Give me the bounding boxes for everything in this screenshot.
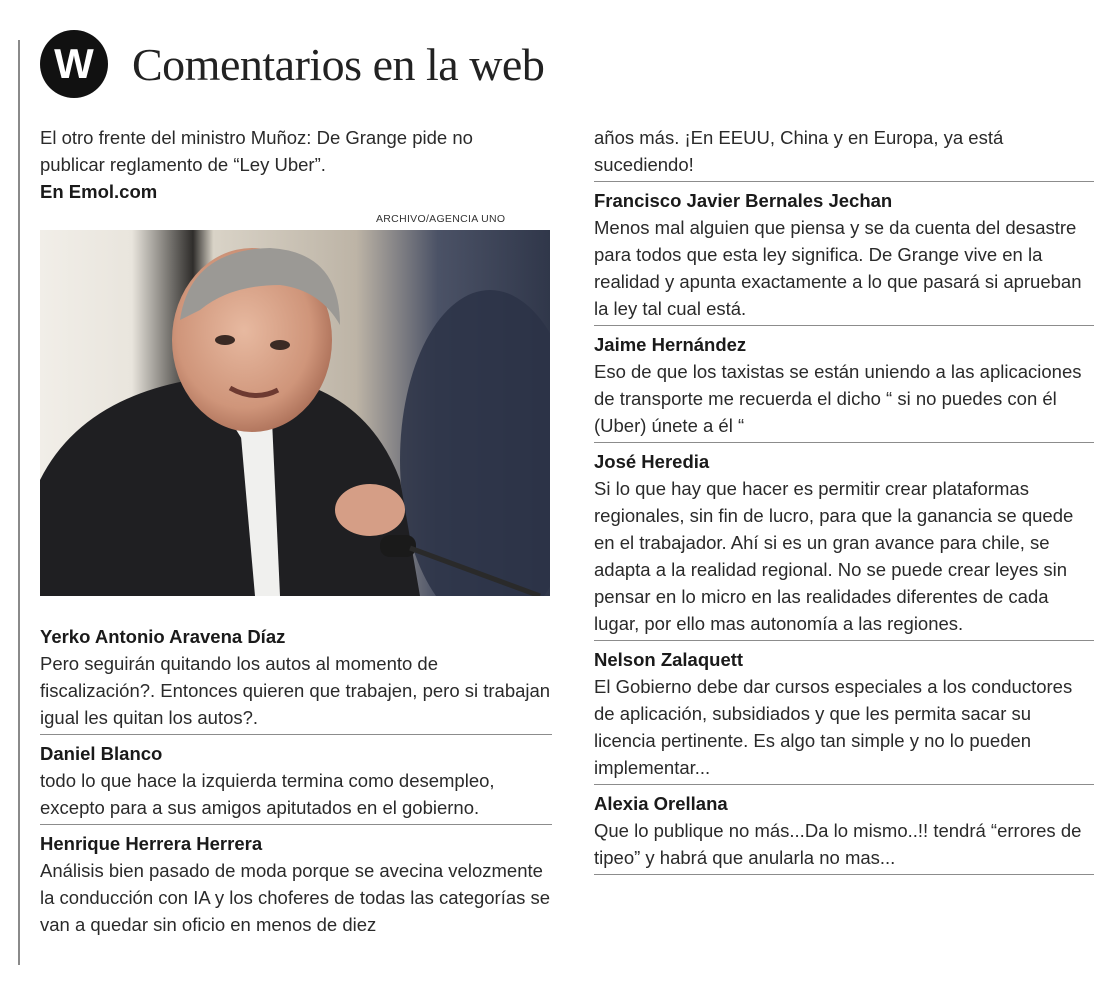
comment-author: Jaime Hernández — [594, 334, 747, 355]
comment-text: El Gobierno debe dar cursos especiales a los conductores de aplicación, subsidiados y que les permita sacar su licencia pertinente. Es algo tan simple y no lo pueden implementar... — [594, 676, 1073, 778]
web-logo-icon: W — [40, 30, 108, 98]
comment-author: Francisco Javier Bernales Jechan — [594, 190, 893, 211]
comment-text: Que lo publique no más...Da lo mismo..!! tendrá “errores de tipeo” y habrá que anularla no mas... — [594, 820, 1082, 868]
comment-text: Menos mal alguien que piensa y se da cuenta del desastre para todos que esta ley significa. De Grange vive en la realidad y apunta exactamente a lo que pasará si aprueban la ley tal cual está. — [594, 217, 1082, 319]
comment-text: Si lo que hay que hacer es permitir crear plataformas regionales, sin fin de lucro, para que la ganancia se quede en el trabajador. Ahí si es un gran avance para chile, se adapta a la realidad regional. No se puede crear leyes sin pensar en lo micro en las realidades diferentes de cada lugar, por ello mas autonomía a las regiones. — [594, 478, 1074, 634]
comment-author: Henrique Herrera Herrera — [40, 833, 263, 854]
comment-item — [594, 449, 1094, 641]
comment-text: todo lo que hace la izquierda termina como desempleo, excepto para a sus amigos apitutados en el gobierno. — [40, 770, 495, 818]
comment-text: años más. ¡En EEUU, China y en Europa, ya está sucediendo! — [594, 127, 1004, 175]
article-teaser: El otro frente del ministro Muñoz: De Grange pide no publicar reglamento de “Ley Uber”. — [40, 127, 473, 175]
speaker-portrait-icon — [40, 230, 550, 596]
article-source-link[interactable]: En Emol.com — [40, 181, 158, 202]
comment-continuation — [594, 124, 1094, 182]
article-photo — [40, 230, 550, 596]
comment-text: Eso de que los taxistas se están uniendo a las aplicaciones de transporte me recuerda el dicho “ si no puedes con él (Uber) únete a él “ — [594, 361, 1082, 436]
comment-item — [594, 332, 1094, 443]
comment-item — [594, 188, 1094, 326]
comment-text: Análisis bien pasado de moda porque se avecina velozmente la conducción con IA y los choferes de todas las categorías se van a quedar sin oficio en menos de diez — [40, 860, 551, 935]
comment-author: Alexia Orellana — [594, 793, 728, 814]
comment-item — [40, 624, 552, 735]
comments-right-column — [594, 124, 1094, 881]
comment-text: Pero seguirán quitando los autos al momento de fiscalización?. Entonces quieren que trabajen, pero si trabajan igual les quitan los autos?. — [40, 653, 551, 728]
section-header — [40, 28, 544, 100]
comment-item — [594, 791, 1094, 875]
comment-author: Daniel Blanco — [40, 743, 163, 764]
comments-left-column — [40, 624, 552, 947]
comment-author: José Heredia — [594, 451, 710, 472]
article-teaser-block — [40, 124, 552, 205]
comment-item — [40, 741, 552, 825]
comment-author: Yerko Antonio Aravena Díaz — [40, 626, 286, 647]
photo-credit: ARCHIVO/AGENCIA UNO — [376, 213, 506, 225]
comment-item — [594, 647, 1094, 785]
comment-item — [40, 831, 552, 941]
column-rule — [18, 40, 20, 965]
comment-author: Nelson Zalaquett — [594, 649, 744, 670]
section-title: Comentarios en la web — [132, 38, 545, 90]
